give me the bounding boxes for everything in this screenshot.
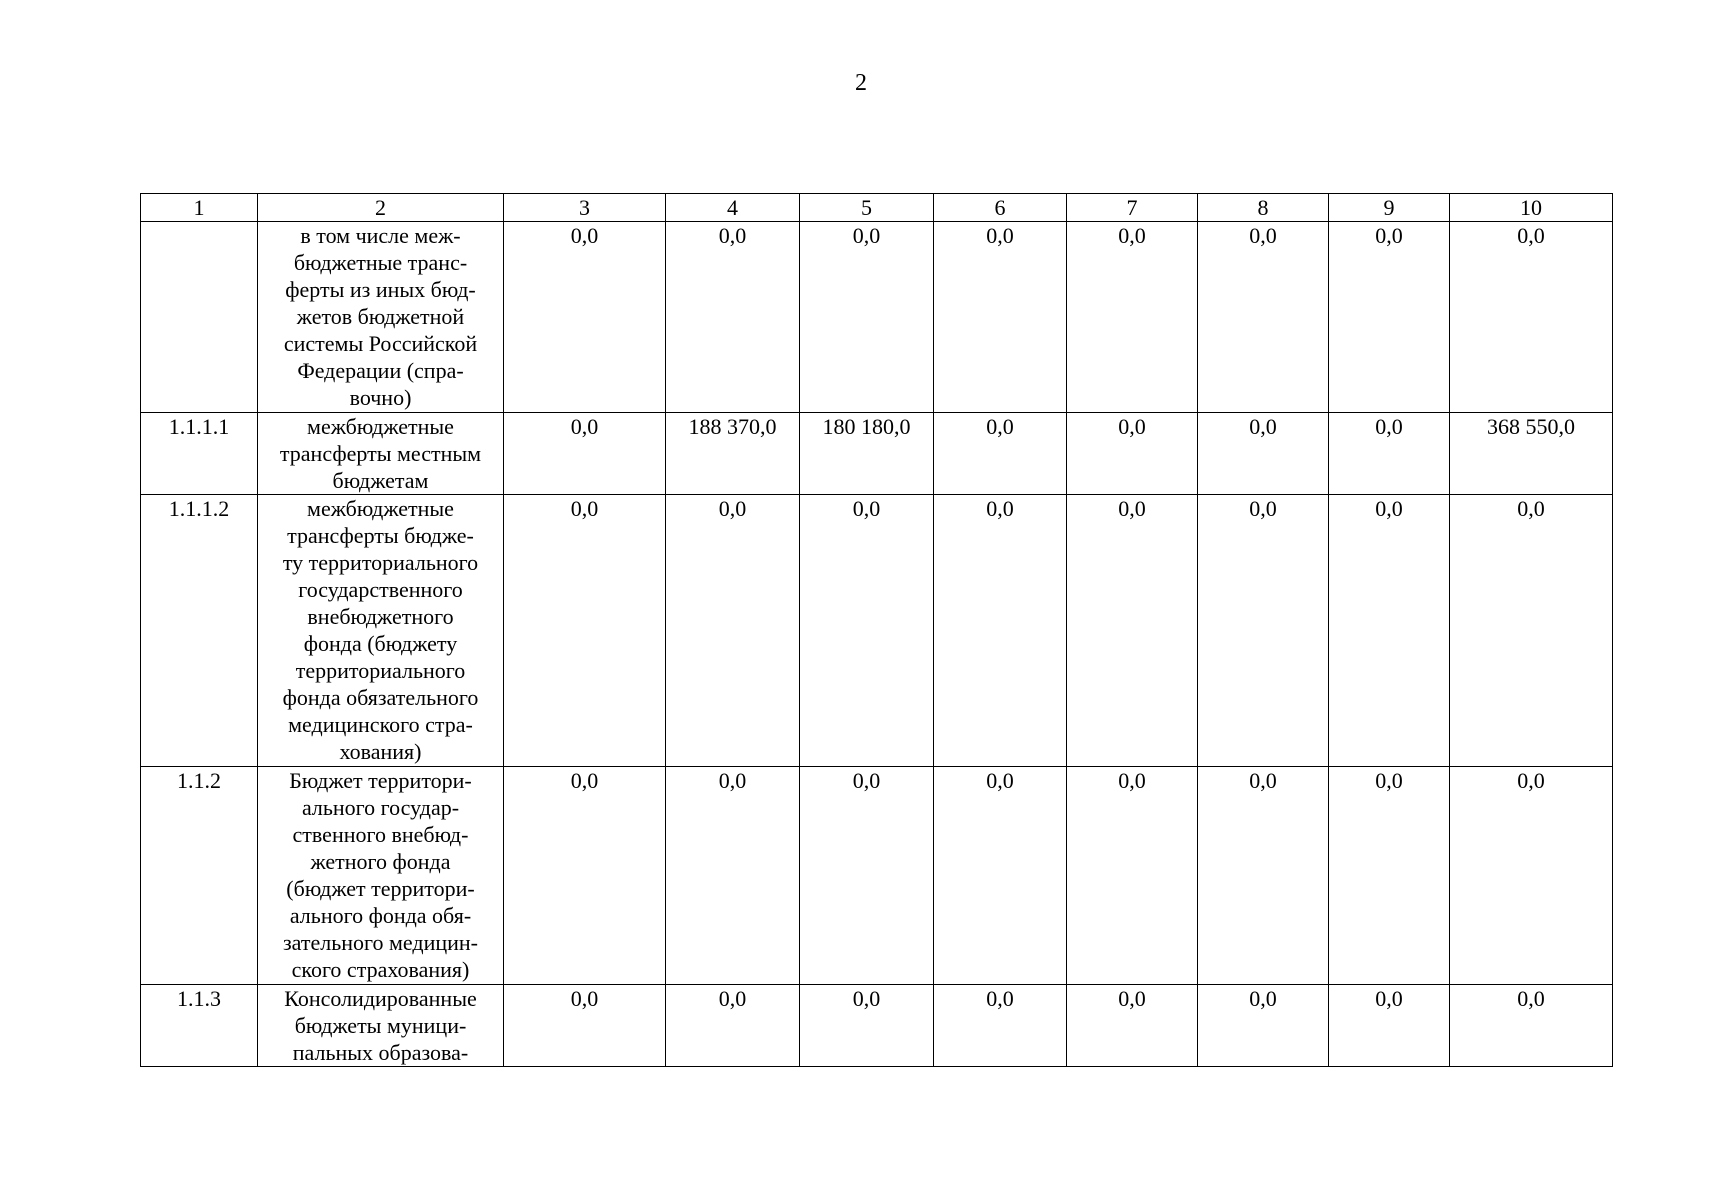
value-cell: 0,0 (1450, 767, 1613, 985)
value-cell: 0,0 (1198, 767, 1329, 985)
row-code: 1.1.1.1 (141, 413, 258, 495)
value-cell: 0,0 (1067, 767, 1198, 985)
row-description: межбюджетные трансферты бюдже- ту территориального государственного внебюджетного фонда (бюджету территориального фонда обязательного медицинского стра- хования) (258, 495, 504, 767)
row-description: межбюджетные трансферты местным бюджетам (258, 413, 504, 495)
row-description: Консолидированные бюджеты муници- пальных образова- (258, 985, 504, 1067)
value-cell: 0,0 (1067, 495, 1198, 767)
header-cell: 10 (1450, 194, 1613, 222)
value-cell: 0,0 (1067, 413, 1198, 495)
header-cell: 2 (258, 194, 504, 222)
value-cell: 0,0 (666, 985, 800, 1067)
header-cell: 5 (800, 194, 934, 222)
value-cell: 0,0 (934, 222, 1067, 413)
value-cell: 188 370,0 (666, 413, 800, 495)
value-cell: 180 180,0 (800, 413, 934, 495)
value-cell: 0,0 (934, 985, 1067, 1067)
row-code: 1.1.3 (141, 985, 258, 1067)
value-cell: 0,0 (1198, 495, 1329, 767)
value-cell: 0,0 (1329, 413, 1450, 495)
value-cell: 0,0 (934, 413, 1067, 495)
value-cell: 0,0 (1198, 222, 1329, 413)
value-cell: 0,0 (1198, 985, 1329, 1067)
row-code: 1.1.2 (141, 767, 258, 985)
header-cell: 8 (1198, 194, 1329, 222)
value-cell: 0,0 (1067, 222, 1198, 413)
header-cell: 6 (934, 194, 1067, 222)
value-cell: 0,0 (1329, 222, 1450, 413)
value-cell: 0,0 (666, 767, 800, 985)
header-cell: 1 (141, 194, 258, 222)
value-cell: 0,0 (800, 495, 934, 767)
header-cell: 3 (504, 194, 666, 222)
value-cell: 0,0 (1198, 413, 1329, 495)
table-header (141, 194, 1613, 222)
value-cell: 0,0 (800, 985, 934, 1067)
value-cell: 0,0 (1067, 985, 1198, 1067)
row-code (141, 222, 258, 413)
value-cell: 0,0 (1450, 985, 1613, 1067)
table-row (141, 222, 1613, 413)
value-cell: 0,0 (1450, 495, 1613, 767)
row-code: 1.1.1.2 (141, 495, 258, 767)
value-cell: 0,0 (1329, 495, 1450, 767)
table-row (141, 767, 1613, 985)
header-cell: 4 (666, 194, 800, 222)
value-cell: 368 550,0 (1450, 413, 1613, 495)
value-cell: 0,0 (1329, 985, 1450, 1067)
header-cell: 9 (1329, 194, 1450, 222)
row-description: Бюджет территори- ального государ- ственного внебюд- жетного фонда (бюджет территори- ального фонда обя- зательного медицин- ского страхования) (258, 767, 504, 985)
value-cell: 0,0 (1329, 767, 1450, 985)
value-cell: 0,0 (800, 222, 934, 413)
table-row (141, 985, 1613, 1067)
value-cell: 0,0 (934, 767, 1067, 985)
page-number: 2 (855, 70, 867, 96)
value-cell: 0,0 (504, 413, 666, 495)
header-cell: 7 (1067, 194, 1198, 222)
value-cell: 0,0 (504, 495, 666, 767)
row-description: в том числе меж- бюджетные транс- ферты из иных бюд- жетов бюджетной системы Российской Федерации (спра- вочно) (258, 222, 504, 413)
value-cell: 0,0 (666, 222, 800, 413)
table-row (141, 495, 1613, 767)
value-cell: 0,0 (504, 985, 666, 1067)
value-cell: 0,0 (504, 767, 666, 985)
value-cell: 0,0 (666, 495, 800, 767)
value-cell: 0,0 (504, 222, 666, 413)
table-row (141, 413, 1613, 495)
budget-table (140, 193, 1613, 1067)
header-row (141, 194, 1613, 222)
value-cell: 0,0 (800, 767, 934, 985)
value-cell: 0,0 (934, 495, 1067, 767)
value-cell: 0,0 (1450, 222, 1613, 413)
table-body (141, 222, 1613, 1067)
